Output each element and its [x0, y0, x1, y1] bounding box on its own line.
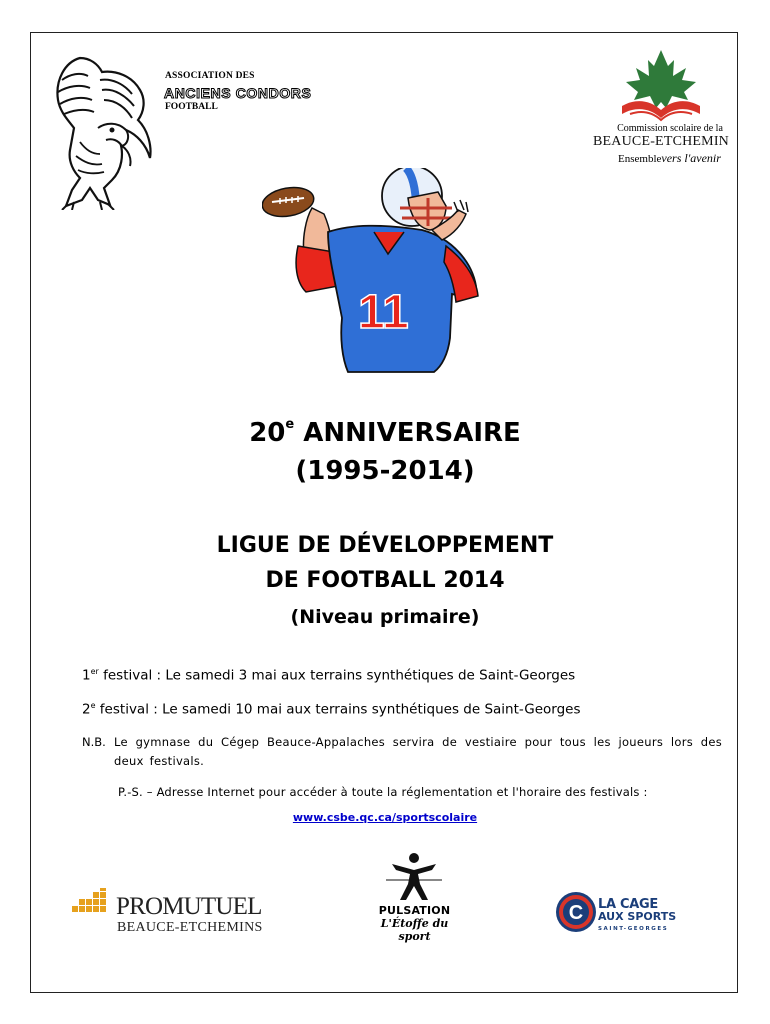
svg-text:11: 11	[358, 286, 409, 339]
ps-text: P.-S. – Adresse Internet pour accéder à toute la réglementation et l'horaire des festivals :	[118, 785, 648, 799]
commission-scolaire-name: BEAUCE-ETCHEMIN	[593, 134, 729, 149]
sports-url-link[interactable]: www.csbe.qc.ca/sportscolaire	[292, 811, 478, 824]
promutuel-region: BEAUCE-ETCHEMINS	[117, 920, 263, 935]
commission-scolaire-line1: Commission scolaire de la	[617, 123, 723, 134]
pulsation-athlete-icon	[384, 850, 444, 902]
league-title-line2: DE FOOTBALL 2014	[265, 568, 505, 593]
level-subtitle: (Niveau primaire)	[290, 606, 480, 628]
pulsation-slogan: L'Étoffe du sport	[380, 917, 449, 943]
pulsation-name: PULSATION	[378, 904, 451, 917]
la-cage-logo-icon	[555, 891, 597, 933]
association-line1: ASSOCIATION DES	[165, 71, 255, 81]
note-block	[82, 733, 722, 771]
anniversary-title: 20e ANNIVERSAIRE	[249, 417, 521, 448]
festival-1: 1er festival : Le samedi 3 mai aux terrains synthétiques de Saint-Georges	[82, 667, 576, 684]
promutuel-logo-mark	[72, 888, 112, 918]
commission-scolaire-motto: Ensemblevers l'avenir	[618, 151, 721, 165]
festival-2: 2e festival : Le samedi 10 mai aux terrains synthétiques de Saint-Georges	[82, 701, 581, 718]
football-player-illustration	[262, 168, 502, 378]
svg-text:C: C	[568, 902, 584, 924]
la-cage-location: SAINT-GEORGES	[598, 926, 669, 932]
note-text: Le gymnase du Cégep Beauce-Appalaches servira de vestiaire pour tous les joueurs lors des deux festivals.	[114, 735, 722, 768]
la-cage-name-line1: LA CAGE	[598, 897, 658, 912]
association-name: ANCIENS CONDORS	[164, 85, 312, 101]
maple-leaf-logo	[616, 48, 706, 124]
association-line3: FOOTBALL	[165, 102, 218, 112]
promutuel-name: PROMUTUEL	[116, 893, 262, 920]
note-label: N.B.	[82, 735, 106, 749]
anniversary-years: (1995-2014)	[295, 456, 475, 486]
condor-mascot-logo	[40, 50, 160, 210]
la-cage-name-line2: AUX SPORTS	[598, 910, 677, 923]
league-title-line1: LIGUE DE DÉVELOPPEMENT	[216, 533, 554, 558]
